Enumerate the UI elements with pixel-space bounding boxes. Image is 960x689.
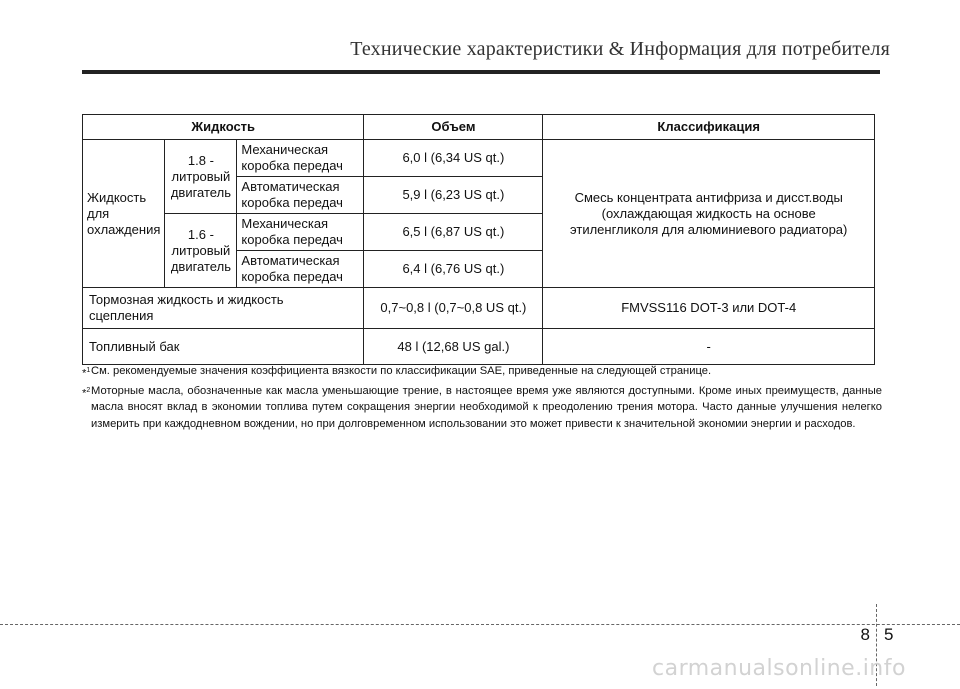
transmission-label: Автоматическая коробка передач — [237, 251, 364, 288]
footnote-marker: *$^2$ — [82, 386, 91, 400]
footnotes — [82, 363, 882, 435]
footer-rule — [0, 624, 960, 625]
engine-label: 1.6 - литровый двигатель — [165, 214, 237, 288]
fuel-tank-volume: 48 l (12,68 US gal.) — [364, 329, 543, 365]
footnote-text: Моторные масла, обозначенные как масла уменьшающие трение, в настоящее время уже являются доступными. Кроме иных преимуществ, данные масла вносят вклад в экономии топлива путем сокращения энергии необходимой к преодолению трения мотора. Часто данные улучшения нелегко измерить при каждодневном вождении, но при долговременном использовании это может привести к значительной экономии энергии и расходов. — [91, 384, 882, 430]
transmission-label: Механическая коробка передач — [237, 214, 364, 251]
table-row — [83, 288, 875, 329]
watermark: carmanualsonline.info — [652, 656, 906, 681]
volume-value: 6,4 l (6,76 US qt.) — [364, 251, 543, 288]
volume-value: 6,0 l (6,34 US qt.) — [364, 140, 543, 177]
fuel-tank-classification: - — [543, 329, 875, 365]
engine-label: 1.8 - литровый двигатель — [165, 140, 237, 214]
header-classification: Классификация — [543, 115, 875, 140]
table-header-row — [83, 115, 875, 140]
volume-value: 5,9 l (6,23 US qt.) — [364, 177, 543, 214]
table-row — [83, 329, 875, 365]
fuel-tank-label: Топливный бак — [83, 329, 364, 365]
fluid-specs-table — [82, 114, 875, 365]
coolant-classification: Смесь концентрата антифриза и дисст.воды (охлаждающая жидкость на основе этиленгликоля для алюминиевого радиатора) — [543, 140, 875, 288]
coolant-label: Жидкость для охлаждения — [83, 140, 165, 288]
page-number: 5 — [884, 625, 894, 644]
footnote-marker: *$^1$ — [82, 367, 91, 380]
footnote-text: См. рекомендуемые значения коэффициента вязкости по классификации SAE, приведенные на следующей странице. — [91, 365, 712, 377]
transmission-label: Автоматическая коробка передач — [237, 177, 364, 214]
footnote-2 — [82, 383, 882, 433]
brake-fluid-volume: 0,7~0,8 l (0,7~0,8 US qt.) — [364, 288, 543, 329]
volume-value: 6,5 l (6,87 US qt.) — [364, 214, 543, 251]
header-fluid: Жидкость — [83, 115, 364, 140]
page-chapter-number: 8 — [860, 625, 870, 644]
brake-fluid-label: Тормозная жидкость и жидкость сцепления — [83, 288, 364, 329]
table-row — [83, 140, 875, 177]
brake-fluid-classification: FMVSS116 DOT-3 или DOT-4 — [543, 288, 875, 329]
header-volume: Объем — [364, 115, 543, 140]
footnote-1 — [82, 363, 882, 380]
page-header-title: Технические характеристики & Информация для потребителя — [350, 38, 890, 60]
transmission-label: Механическая коробка передач — [237, 140, 364, 177]
header-rule — [82, 70, 880, 74]
